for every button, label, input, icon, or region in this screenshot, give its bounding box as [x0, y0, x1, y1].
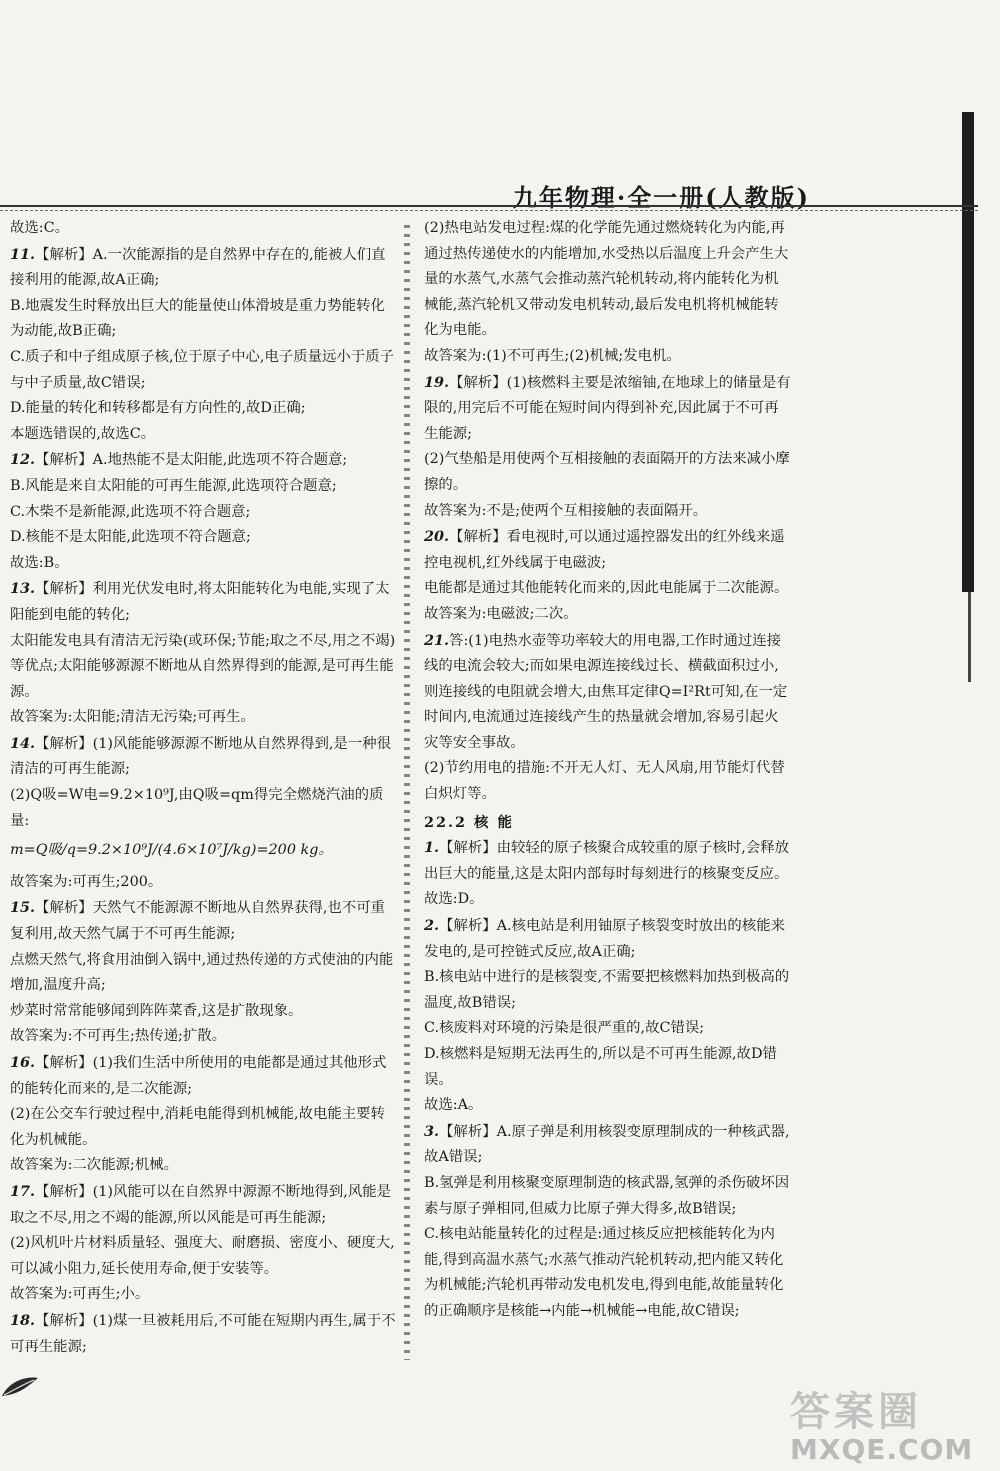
question-number: 17. — [10, 1182, 36, 1200]
answer-paragraph — [424, 1119, 792, 1171]
header-rule — [0, 205, 978, 207]
answer-text: 【解析】天然气不能源源不断地从自然界获得,也不可重复利用,故天然气属于不可再生能源; — [10, 900, 385, 943]
answer-paragraph — [10, 1308, 398, 1360]
watermark-logo-text: 答案圈 — [790, 1389, 922, 1435]
answer-text: 本题选错误的,故选C。 — [10, 425, 156, 442]
answer-paragraph — [10, 294, 398, 345]
answer-text: 故答案为:电磁波;二次。 — [424, 605, 578, 622]
answer-text: 【解析】A.原子弹是利用核裂变原理制成的一种核武器,故A错误; — [424, 1123, 790, 1166]
answer-paragraph — [424, 1171, 792, 1222]
answer-paragraph — [10, 838, 398, 864]
answer-text: 电能都是通过其他能转化而来的,因此电能属于二次能源。 — [424, 580, 789, 597]
binding-edge-mark — [968, 592, 971, 682]
answer-paragraph — [10, 242, 398, 294]
answer-text: 故选:C。 — [10, 220, 70, 236]
answer-paragraph — [424, 887, 792, 913]
header-rule-dashed — [0, 210, 978, 211]
answer-paragraph — [424, 344, 792, 370]
answer-paragraph — [10, 1024, 398, 1050]
answer-paragraph — [424, 913, 792, 965]
section-heading — [424, 810, 792, 836]
answer-paragraph — [10, 576, 398, 628]
question-number: 20. — [424, 528, 450, 546]
answer-paragraph — [10, 783, 398, 834]
answer-paragraph — [10, 705, 398, 731]
answer-text: 【解析】看电视时,可以通过遥控器发出的红外线来遥控电视机,红外线属于电磁波; — [424, 529, 785, 571]
answer-text: 答:(1)电热水壶等功率较大的用电器,工作时通过连接线的电流会较大;而如果电源连接线过长、横截面积过小,则连接线的电阻就会增大,由焦耳定律Q=I²Rt可知,在一定时间内,电流通过连接线产生的热量就会增加,容易引起火灾等安全事故。 — [424, 632, 788, 751]
answer-text: 故选:B。 — [10, 554, 69, 571]
answer-text: 故答案为:太阳能;清洁无污染;可再生。 — [10, 709, 255, 726]
answer-text: B.风能是来自太阳能的可再生能源,此选项符合题意; — [10, 477, 337, 494]
answer-paragraph — [10, 447, 398, 474]
answer-text: C.木柴不是新能源,此选项不符合题意; — [10, 503, 251, 520]
answer-text: 【解析】(1)风能能够源源不断地从自然界得到,是一种很清洁的可再生能源; — [10, 735, 391, 778]
book-title: 九年物理·全一册(人教版) — [512, 183, 810, 212]
answer-paragraph — [424, 499, 792, 525]
answer-text: 故答案为:可再生;200。 — [10, 873, 163, 890]
answer-text: 太阳能发电具有清洁无污染(或环保;节能;取之不尽,用之不竭)等优点;太阳能够源源不断地从自然界得到的能源,是可再生能源。 — [10, 632, 396, 700]
answer-text: 故答案为:(1)不可再生;(2)机械;发电机。 — [424, 347, 681, 364]
question-number: 11. — [10, 245, 36, 263]
answer-text: 故选:A。 — [424, 1097, 483, 1114]
answer-paragraph — [10, 870, 398, 896]
answer-paragraph — [424, 370, 792, 448]
answer-paragraph — [10, 396, 398, 422]
answer-text: 【解析】A.地热能不是太阳能,此选项不符合题意; — [35, 452, 348, 469]
answer-text: (2)风机叶片材料质量轻、强度大、耐磨损、密度小、硬度大,可以减小阻力,延长使用寿命,便于安装等。 — [10, 1235, 395, 1277]
question-number: 16. — [10, 1054, 36, 1071]
answer-paragraph — [424, 756, 792, 807]
answer-text: 故选:D。 — [424, 891, 484, 908]
watermark — [790, 1380, 980, 1465]
question-number: 19. — [424, 373, 450, 391]
answer-paragraph — [424, 602, 792, 628]
answer-text: 【解析】(1)风能可以在自然界中源源不断地得到,风能是取之不尽,用之不竭的能源,所以风能是可再生能源; — [10, 1183, 391, 1226]
watermark-url: MXQE.COM — [790, 1433, 974, 1466]
question-number: 21. — [424, 631, 450, 649]
answer-text: (2)节约用电的措施:不开无人灯、无人风扇,用节能灯代替白炽灯等。 — [424, 760, 785, 803]
answer-paragraph — [10, 216, 398, 242]
leaf-ornament-icon — [0, 1370, 40, 1400]
answer-paragraph — [10, 422, 398, 448]
answer-paragraph — [424, 628, 792, 757]
answer-text: (2)热电站发电过程:煤的化学能先通过燃烧转化为内能,再通过热传递使水的内能增加,水受热以后温度上升会产生大量的水蒸气,水蒸气会推动蒸汽轮机转动,将内能转化为机械能,蒸汽轮机又带动发电机转动,最后发电机将机械能转化为电能。 — [424, 220, 789, 339]
answer-paragraph — [424, 1222, 792, 1324]
answer-paragraph — [10, 731, 398, 783]
answer-text: 【解析】由较轻的原子核聚合成较重的原子核时,会释放出巨大的能量,这是太阳内部每时每刻进行的核聚变反应。 — [424, 840, 789, 882]
answer-paragraph — [10, 500, 398, 526]
answer-text: 故答案为:不可再生;热传递;扩散。 — [10, 1028, 227, 1045]
answer-paragraph — [10, 1153, 398, 1179]
left-column — [10, 216, 398, 1360]
question-number: 18. — [10, 1311, 36, 1329]
answer-text: C.核废料对环境的污染是很严重的,故C错误; — [424, 1020, 705, 1037]
question-number: 1. — [424, 839, 440, 857]
answer-paragraph — [10, 474, 398, 500]
answer-text: B.氢弹是利用核聚变原理制造的核武器,氢弹的杀伤破坏因素与原子弹相同,但威力比原子弹大得多,故B错误; — [424, 1174, 790, 1217]
answer-paragraph — [424, 965, 792, 1016]
answer-paragraph — [10, 525, 398, 551]
answer-text: B.地震发生时释放出巨大的能量使山体滑坡是重力势能转化为动能,故B正确; — [10, 297, 385, 340]
answer-paragraph — [10, 551, 398, 577]
answer-paragraph — [10, 1231, 398, 1282]
answer-paragraph — [424, 447, 792, 498]
answer-text: D.核燃料是短期无法再生的,所以是不可再生能源,故D错误。 — [424, 1046, 777, 1088]
answer-paragraph — [424, 1016, 792, 1042]
answer-paragraph — [424, 1042, 792, 1093]
answer-paragraph — [10, 1102, 398, 1153]
answer-text: 【解析】利用光伏发电时,将太阳能转化为电能,实现了太阳能到电能的转化; — [10, 581, 390, 623]
answer-text: 故答案为:二次能源;机械。 — [10, 1157, 178, 1174]
answer-text: D.能量的转化和转移都是有方向性的,故D正确; — [10, 400, 306, 417]
question-number: 3. — [424, 1122, 440, 1140]
answer-text: 【解析】(1)我们生活中所使用的电能都是通过其他形式的能转化而来的,是二次能源; — [10, 1055, 387, 1097]
answer-paragraph — [10, 1282, 398, 1308]
answer-text: 【解析】(1)煤一旦被耗用后,不可能在短期内再生,属于不可再生能源; — [10, 1312, 396, 1355]
answer-paragraph — [10, 895, 398, 947]
answer-paragraph — [10, 629, 398, 706]
answer-text: m=Q吸/q=9.2×10⁹J/(4.6×10⁷J/kg)=200 kg。 — [10, 842, 333, 859]
answer-text: 故答案为:可再生;小。 — [10, 1286, 150, 1303]
answer-paragraph — [10, 345, 398, 396]
answer-text: D.核能不是太阳能,此选项不符合题意; — [10, 529, 251, 546]
answer-text: (2)在公交车行驶过程中,消耗电能得到机械能,故电能主要转化为机械能。 — [10, 1106, 385, 1148]
answer-paragraph — [424, 576, 792, 602]
answer-text: 炒菜时常常能够闻到阵阵菜香,这是扩散现象。 — [10, 1002, 303, 1019]
answer-text: (2)气垫船是用使两个互相接触的表面隔开的方法来减小摩擦的。 — [424, 451, 790, 493]
question-number: 15. — [10, 899, 36, 917]
right-column — [424, 216, 792, 1325]
answer-paragraph — [10, 1050, 398, 1102]
question-number: 13. — [10, 580, 36, 598]
answer-paragraph — [424, 835, 792, 887]
answer-text: 故答案为:不是;使两个互相接触的表面隔开。 — [424, 502, 708, 519]
answer-text: B.核电站中进行的是核裂变,不需要把核燃料加热到极高的温度,故B错误; — [424, 969, 790, 1011]
answer-paragraph — [424, 524, 792, 576]
question-number: 2. — [424, 917, 440, 935]
question-number: 12. — [10, 451, 36, 469]
answer-text: 点燃天然气,将食用油倒入锅中,通过热传递的方式使油的内能增加,温度升高; — [10, 951, 394, 994]
answer-text: C.核电站能量转化的过程是:通过核反应把核能转化为内能,得到高温水蒸气;水蒸气推动汽轮机转动,把内能又转化为机械能;汽轮机再带动发电机发电,得到电能,故能量转化的正确顺序是核能→内能→机械能→电能,故C错误; — [424, 1226, 784, 1319]
answer-paragraph — [424, 1093, 792, 1119]
answer-text: 【解析】(1)核燃料主要是浓缩铀,在地球上的储量是有限的,用完后不可能在短时间内得到补充,因此属于不可再生能源; — [424, 374, 791, 442]
answer-text: C.质子和中子组成原子核,位于原子中心,电子质量远小于质子与中子质量,故C错误; — [10, 348, 394, 391]
answer-paragraph — [10, 1179, 398, 1231]
answer-text: 22.2 核 能 — [424, 813, 514, 831]
column-divider — [404, 225, 410, 1360]
answer-paragraph — [424, 216, 792, 344]
answer-text: 【解析】A.核电站是利用铀原子核裂变时放出的核能来发电的,是可控链式反应,故A正确; — [424, 918, 785, 960]
answer-paragraph — [10, 948, 398, 999]
question-number: 14. — [10, 734, 36, 752]
answer-text: 【解析】A.一次能源指的是自然界中存在的,能被人们直接利用的能源,故A正确; — [10, 246, 386, 289]
answer-paragraph — [10, 999, 398, 1025]
answer-text: (2)Q吸=W电=9.2×10⁹J,由Q吸=qm得完全燃烧汽油的质量: — [10, 787, 384, 829]
